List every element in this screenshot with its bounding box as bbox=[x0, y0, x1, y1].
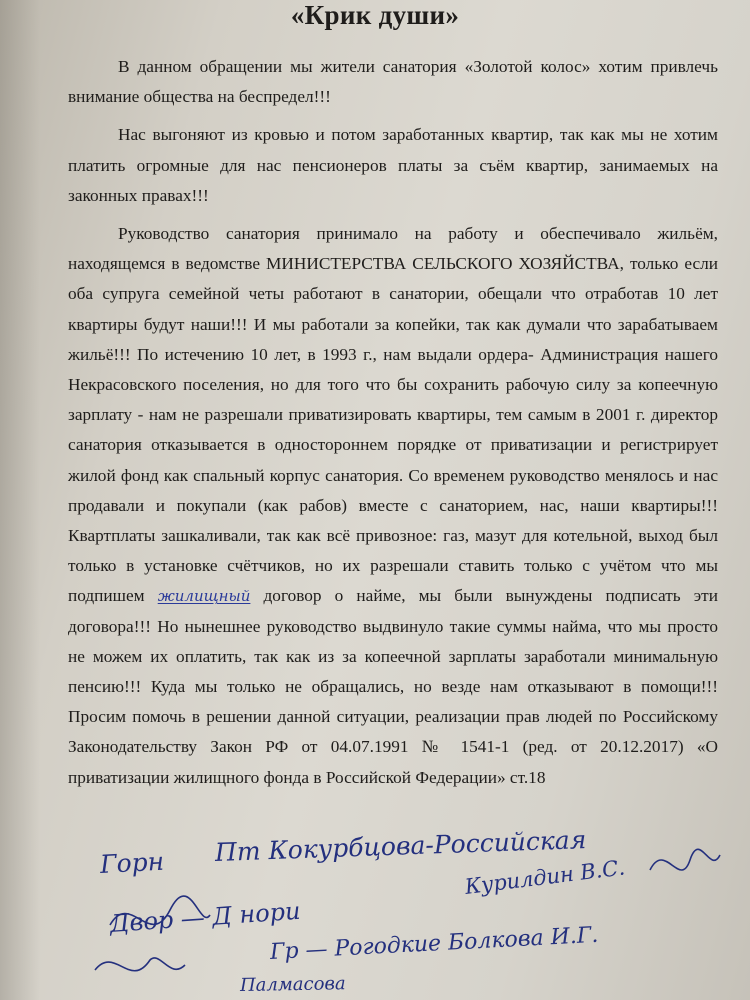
paragraph-3 bbox=[68, 219, 718, 793]
paragraph-3-part-2: договор о найме, мы были вынуждены подписать эти договора!!! Но нынешнее руководство выдвинуло такие суммы найма, что мы просто не можем их оплатить, так как из за копеечной зарплаты заработали минимальную пенсию!!! Куда мы только не обращались, но везде нам отказывают в помощи!!! Просим помочь в решении данной ситуации, реализации прав людей по Российскому Законодательству Закон РФ от 04.07.1991 № 1541-1 (ред. от 20.12.2017) «О приватизации жилищного фонда в Российской Федерации» ст.18 bbox=[68, 586, 718, 787]
paragraph-2: Нас выгоняют из кровью и потом заработанных квартир, так как мы не хотим платить огромные для нас пенсионеров платы за съём квартир, занимаемых на законных правах!!! bbox=[68, 125, 718, 205]
handwritten-insert: жилищный bbox=[157, 587, 251, 606]
signature-3: Двор — Д нори bbox=[109, 896, 302, 938]
document-body bbox=[68, 52, 718, 793]
signature-6: Палмасова bbox=[239, 973, 346, 996]
paragraph-3-part-1: Руководство санатория принимало на работу и обеспечивало жильём, находящемся в ведомстве МИНИСТЕРСТВА СЕЛЬСКОГО ХОЗЯЙСТВА, только если оба супруга семейной четы работают в санатории, обещали что отработав 10 лет квартиры будут наши!!! И мы работали за копейки, так как думали что зарабатываем жильё!!! По истечению 10 лет, в 1993 г., нам выдали ордера- Администрация нашего Некрасовского поселения, но для того что бы сохранить рабочую силу за копеечную зарплату - нам не разрешали приватизировать квартиры, тем самым в 2001 г. директор санатория отказывается в одностороннем порядке от приватизации и регистрирует жилой фонд как спальный корпус санатория. Со временем руководство менялось и нас продавали и покупали (как рабов) вместе с санаторием, нас, наши квартиры!!! Квартплаты зашкаливали, так как всё привозное: газ, мазут для котельной, выход был только в установке счётчиков, но их разрешали ставить только с учётом что мы подпишем bbox=[68, 224, 718, 606]
page-title: «Крик души» bbox=[290, 0, 460, 30]
paper-shadow bbox=[0, 0, 40, 1000]
paragraph-1: В данном обращении мы жители санатория «Золотой колос» хотим привлечь внимание общества на беспредел!!! bbox=[68, 57, 718, 107]
signature-1: Горн bbox=[99, 846, 165, 879]
signature-2: Пт Кокурбцова-Российская bbox=[214, 825, 587, 867]
signature-5: Гр — Рогодкие Болкова И.Г. bbox=[269, 922, 599, 965]
signature-block bbox=[90, 825, 730, 996]
signature-4: Курилдин В.С. bbox=[463, 855, 627, 899]
